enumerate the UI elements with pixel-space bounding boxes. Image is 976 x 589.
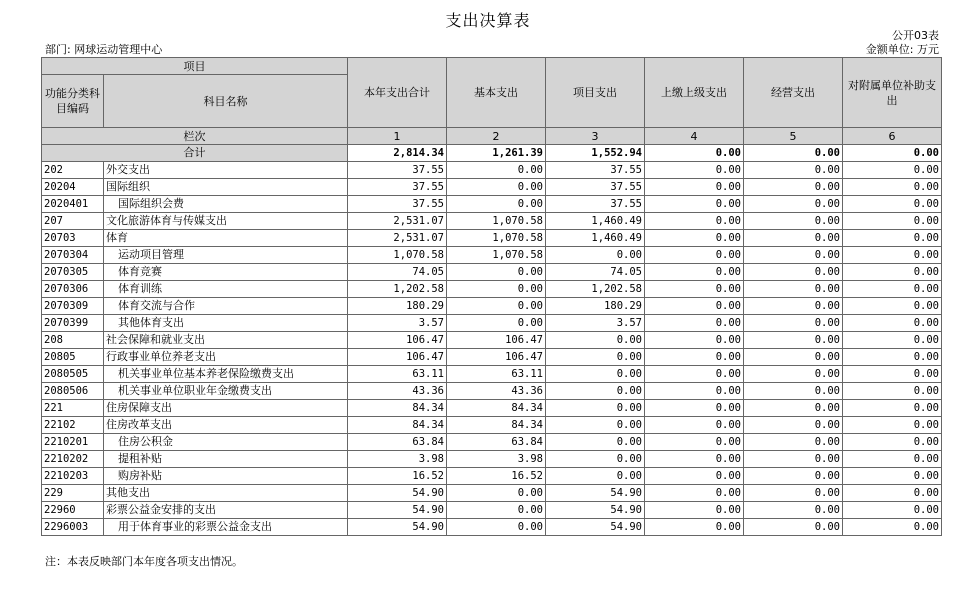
header-col-5: 经营支出 — [744, 58, 843, 128]
row-value: 37.55 — [546, 196, 645, 213]
row-value: 0.00 — [447, 315, 546, 332]
row-value: 74.05 — [546, 264, 645, 281]
row-value: 0.00 — [744, 468, 843, 485]
table-row — [42, 179, 942, 196]
row-value: 0.00 — [645, 247, 744, 264]
row-code: 2070309 — [42, 298, 104, 315]
form-number: 公开03表 — [892, 29, 939, 42]
row-value: 0.00 — [843, 213, 942, 230]
row-value: 43.36 — [348, 383, 447, 400]
row-code: 20703 — [42, 230, 104, 247]
row-value: 2,531.07 — [348, 213, 447, 230]
table-row — [42, 281, 942, 298]
row-value: 0.00 — [843, 519, 942, 536]
total-value: 0.00 — [843, 145, 942, 162]
table-row — [42, 468, 942, 485]
row-value: 0.00 — [447, 196, 546, 213]
row-value: 0.00 — [744, 451, 843, 468]
header-code: 功能分类科目编码 — [42, 75, 104, 128]
row-code: 221 — [42, 400, 104, 417]
row-name: 体育 — [104, 230, 348, 247]
row-code: 22102 — [42, 417, 104, 434]
row-value: 0.00 — [645, 162, 744, 179]
header-col-2: 基本支出 — [447, 58, 546, 128]
row-value: 0.00 — [546, 366, 645, 383]
row-value: 0.00 — [843, 264, 942, 281]
department-label: 部门: 网球运动管理中心 — [45, 43, 163, 56]
row-value: 0.00 — [744, 196, 843, 213]
row-value: 0.00 — [744, 281, 843, 298]
row-value: 0.00 — [645, 332, 744, 349]
row-value: 1,070.58 — [348, 247, 447, 264]
row-value: 0.00 — [744, 247, 843, 264]
row-code: 2210201 — [42, 434, 104, 451]
row-value: 0.00 — [744, 485, 843, 502]
table-row — [42, 230, 942, 247]
row-code: 22960 — [42, 502, 104, 519]
table-row — [42, 485, 942, 502]
row-code: 208 — [42, 332, 104, 349]
row-value: 54.90 — [348, 485, 447, 502]
row-value: 1,460.49 — [546, 213, 645, 230]
row-value: 0.00 — [645, 179, 744, 196]
row-value: 0.00 — [447, 179, 546, 196]
row-value: 0.00 — [645, 468, 744, 485]
row-value: 37.55 — [546, 179, 645, 196]
row-value: 0.00 — [645, 417, 744, 434]
table-row — [42, 162, 942, 179]
row-name: 彩票公益金安排的支出 — [104, 502, 348, 519]
row-value: 0.00 — [645, 502, 744, 519]
table-row — [42, 451, 942, 468]
row-code: 229 — [42, 485, 104, 502]
row-value: 0.00 — [645, 434, 744, 451]
row-value: 0.00 — [447, 485, 546, 502]
row-value: 180.29 — [348, 298, 447, 315]
row-value: 180.29 — [546, 298, 645, 315]
table-row — [42, 196, 942, 213]
row-value: 0.00 — [546, 417, 645, 434]
total-value: 0.00 — [645, 145, 744, 162]
row-value: 54.90 — [546, 485, 645, 502]
row-name: 体育竞赛 — [104, 264, 348, 281]
row-value: 0.00 — [843, 315, 942, 332]
table-row — [42, 213, 942, 230]
expenditure-table — [41, 57, 942, 536]
row-value: 74.05 — [348, 264, 447, 281]
row-value: 0.00 — [645, 485, 744, 502]
row-value: 84.34 — [447, 417, 546, 434]
row-value: 106.47 — [447, 332, 546, 349]
row-value: 0.00 — [843, 179, 942, 196]
row-value: 0.00 — [744, 349, 843, 366]
page-title: 支出决算表 — [445, 11, 531, 30]
row-value: 0.00 — [843, 349, 942, 366]
row-value: 84.34 — [348, 400, 447, 417]
row-value: 0.00 — [843, 196, 942, 213]
row-value: 0.00 — [447, 519, 546, 536]
col-num-6: 6 — [843, 128, 942, 145]
row-value: 84.34 — [447, 400, 546, 417]
row-value: 16.52 — [447, 468, 546, 485]
row-value: 1,070.58 — [447, 230, 546, 247]
header-col-3: 项目支出 — [546, 58, 645, 128]
row-value: 1,070.58 — [447, 247, 546, 264]
row-value: 0.00 — [546, 468, 645, 485]
row-value: 0.00 — [744, 519, 843, 536]
total-row — [42, 145, 942, 162]
row-value: 0.00 — [843, 502, 942, 519]
row-value: 0.00 — [546, 451, 645, 468]
row-code: 2070306 — [42, 281, 104, 298]
row-value: 37.55 — [348, 196, 447, 213]
row-value: 0.00 — [744, 400, 843, 417]
row-value: 0.00 — [843, 281, 942, 298]
row-name: 国际组织会费 — [104, 196, 348, 213]
table-row — [42, 366, 942, 383]
row-value: 54.90 — [546, 502, 645, 519]
table-row — [42, 519, 942, 536]
row-value: 63.11 — [348, 366, 447, 383]
total-value: 2,814.34 — [348, 145, 447, 162]
total-value: 0.00 — [744, 145, 843, 162]
table-row — [42, 298, 942, 315]
row-value: 0.00 — [546, 434, 645, 451]
unit-label: 金额单位: 万元 — [865, 43, 939, 56]
row-code: 2070305 — [42, 264, 104, 281]
row-value: 0.00 — [645, 230, 744, 247]
row-value: 0.00 — [546, 400, 645, 417]
row-value: 0.00 — [744, 502, 843, 519]
row-value: 0.00 — [645, 400, 744, 417]
header-item: 项目 — [42, 58, 348, 75]
row-name: 住房改革支出 — [104, 417, 348, 434]
header-name: 科目名称 — [104, 75, 348, 128]
row-value: 0.00 — [645, 298, 744, 315]
row-value: 0.00 — [447, 162, 546, 179]
row-name: 机关事业单位职业年金缴费支出 — [104, 383, 348, 400]
row-name: 住房公积金 — [104, 434, 348, 451]
row-code: 2020401 — [42, 196, 104, 213]
table-row — [42, 383, 942, 400]
row-value: 0.00 — [546, 383, 645, 400]
row-value: 0.00 — [843, 400, 942, 417]
row-code: 2210202 — [42, 451, 104, 468]
col-num-3: 3 — [546, 128, 645, 145]
total-value: 1,261.39 — [447, 145, 546, 162]
row-name: 社会保障和就业支出 — [104, 332, 348, 349]
table-row — [42, 417, 942, 434]
row-value: 0.00 — [645, 451, 744, 468]
total-value: 1,552.94 — [546, 145, 645, 162]
row-code: 2080506 — [42, 383, 104, 400]
footnote: 注：本表反映部门本年度各项支出情况。 — [45, 555, 243, 568]
col-num-4: 4 — [645, 128, 744, 145]
row-value: 0.00 — [744, 366, 843, 383]
total-label: 合计 — [42, 145, 348, 162]
row-name: 文化旅游体育与传媒支出 — [104, 213, 348, 230]
row-value: 0.00 — [645, 196, 744, 213]
table-row — [42, 502, 942, 519]
row-value: 0.00 — [645, 383, 744, 400]
row-value: 0.00 — [447, 281, 546, 298]
row-value: 0.00 — [744, 315, 843, 332]
row-name: 外交支出 — [104, 162, 348, 179]
header-col-4: 上缴上级支出 — [645, 58, 744, 128]
row-value: 0.00 — [843, 434, 942, 451]
row-value: 106.47 — [348, 332, 447, 349]
row-value: 0.00 — [546, 332, 645, 349]
table-row — [42, 332, 942, 349]
row-value: 106.47 — [447, 349, 546, 366]
row-value: 1,202.58 — [348, 281, 447, 298]
row-value: 16.52 — [348, 468, 447, 485]
row-value: 0.00 — [645, 264, 744, 281]
row-value: 0.00 — [447, 264, 546, 281]
row-value: 0.00 — [843, 383, 942, 400]
row-value: 37.55 — [348, 179, 447, 196]
row-value: 84.34 — [348, 417, 447, 434]
row-value: 0.00 — [843, 162, 942, 179]
row-name: 购房补贴 — [104, 468, 348, 485]
row-name: 体育交流与合作 — [104, 298, 348, 315]
col-num-1: 1 — [348, 128, 447, 145]
row-code: 207 — [42, 213, 104, 230]
row-value: 0.00 — [744, 417, 843, 434]
row-value: 0.00 — [645, 315, 744, 332]
col-num-2: 2 — [447, 128, 546, 145]
row-value: 0.00 — [447, 298, 546, 315]
row-code: 2296003 — [42, 519, 104, 536]
row-code: 2210203 — [42, 468, 104, 485]
row-code: 2070399 — [42, 315, 104, 332]
row-name: 其他体育支出 — [104, 315, 348, 332]
row-name: 国际组织 — [104, 179, 348, 196]
row-value: 0.00 — [744, 213, 843, 230]
row-value: 0.00 — [744, 230, 843, 247]
table-row — [42, 247, 942, 264]
row-code: 2080505 — [42, 366, 104, 383]
row-value: 1,460.49 — [546, 230, 645, 247]
row-name: 住房保障支出 — [104, 400, 348, 417]
row-value: 0.00 — [744, 264, 843, 281]
row-value: 3.98 — [348, 451, 447, 468]
row-value: 2,531.07 — [348, 230, 447, 247]
row-value: 0.00 — [546, 349, 645, 366]
row-value: 1,202.58 — [546, 281, 645, 298]
row-value: 0.00 — [645, 366, 744, 383]
row-name: 用于体育事业的彩票公益金支出 — [104, 519, 348, 536]
row-value: 0.00 — [744, 298, 843, 315]
row-value: 3.57 — [348, 315, 447, 332]
row-code: 20805 — [42, 349, 104, 366]
row-value: 0.00 — [843, 417, 942, 434]
row-name: 机关事业单位基本养老保险缴费支出 — [104, 366, 348, 383]
row-code: 202 — [42, 162, 104, 179]
row-name: 行政事业单位养老支出 — [104, 349, 348, 366]
row-value: 63.84 — [348, 434, 447, 451]
row-value: 54.90 — [546, 519, 645, 536]
col-num-5: 5 — [744, 128, 843, 145]
row-value: 0.00 — [843, 485, 942, 502]
row-value: 37.55 — [348, 162, 447, 179]
row-value: 63.11 — [447, 366, 546, 383]
row-value: 0.00 — [843, 366, 942, 383]
row-name: 提租补贴 — [104, 451, 348, 468]
row-value: 43.36 — [447, 383, 546, 400]
row-value: 0.00 — [744, 383, 843, 400]
row-value: 0.00 — [843, 247, 942, 264]
table-row — [42, 400, 942, 417]
row-value: 3.98 — [447, 451, 546, 468]
row-name: 运动项目管理 — [104, 247, 348, 264]
row-code: 2070304 — [42, 247, 104, 264]
header-col-6: 对附属单位补助支出 — [843, 58, 942, 128]
row-value: 0.00 — [546, 247, 645, 264]
row-value: 1,070.58 — [447, 213, 546, 230]
row-value: 63.84 — [447, 434, 546, 451]
row-value: 0.00 — [645, 281, 744, 298]
row-value: 0.00 — [645, 213, 744, 230]
row-value: 54.90 — [348, 519, 447, 536]
row-code: 20204 — [42, 179, 104, 196]
table-row — [42, 264, 942, 281]
table-row — [42, 315, 942, 332]
row-value: 0.00 — [744, 434, 843, 451]
row-value: 0.00 — [843, 451, 942, 468]
row-value: 0.00 — [744, 179, 843, 196]
row-value: 0.00 — [744, 162, 843, 179]
row-value: 0.00 — [645, 349, 744, 366]
row-name: 体育训练 — [104, 281, 348, 298]
row-name: 其他支出 — [104, 485, 348, 502]
row-value: 0.00 — [843, 332, 942, 349]
row-value: 3.57 — [546, 315, 645, 332]
row-value: 0.00 — [447, 502, 546, 519]
row-value: 0.00 — [843, 468, 942, 485]
header-row-no: 栏次 — [42, 128, 348, 145]
row-value: 0.00 — [645, 519, 744, 536]
header-col-1: 本年支出合计 — [348, 58, 447, 128]
row-value: 54.90 — [348, 502, 447, 519]
row-value: 0.00 — [744, 332, 843, 349]
row-value: 37.55 — [546, 162, 645, 179]
row-value: 106.47 — [348, 349, 447, 366]
table-row — [42, 349, 942, 366]
table-row — [42, 434, 942, 451]
row-value: 0.00 — [843, 230, 942, 247]
row-value: 0.00 — [843, 298, 942, 315]
